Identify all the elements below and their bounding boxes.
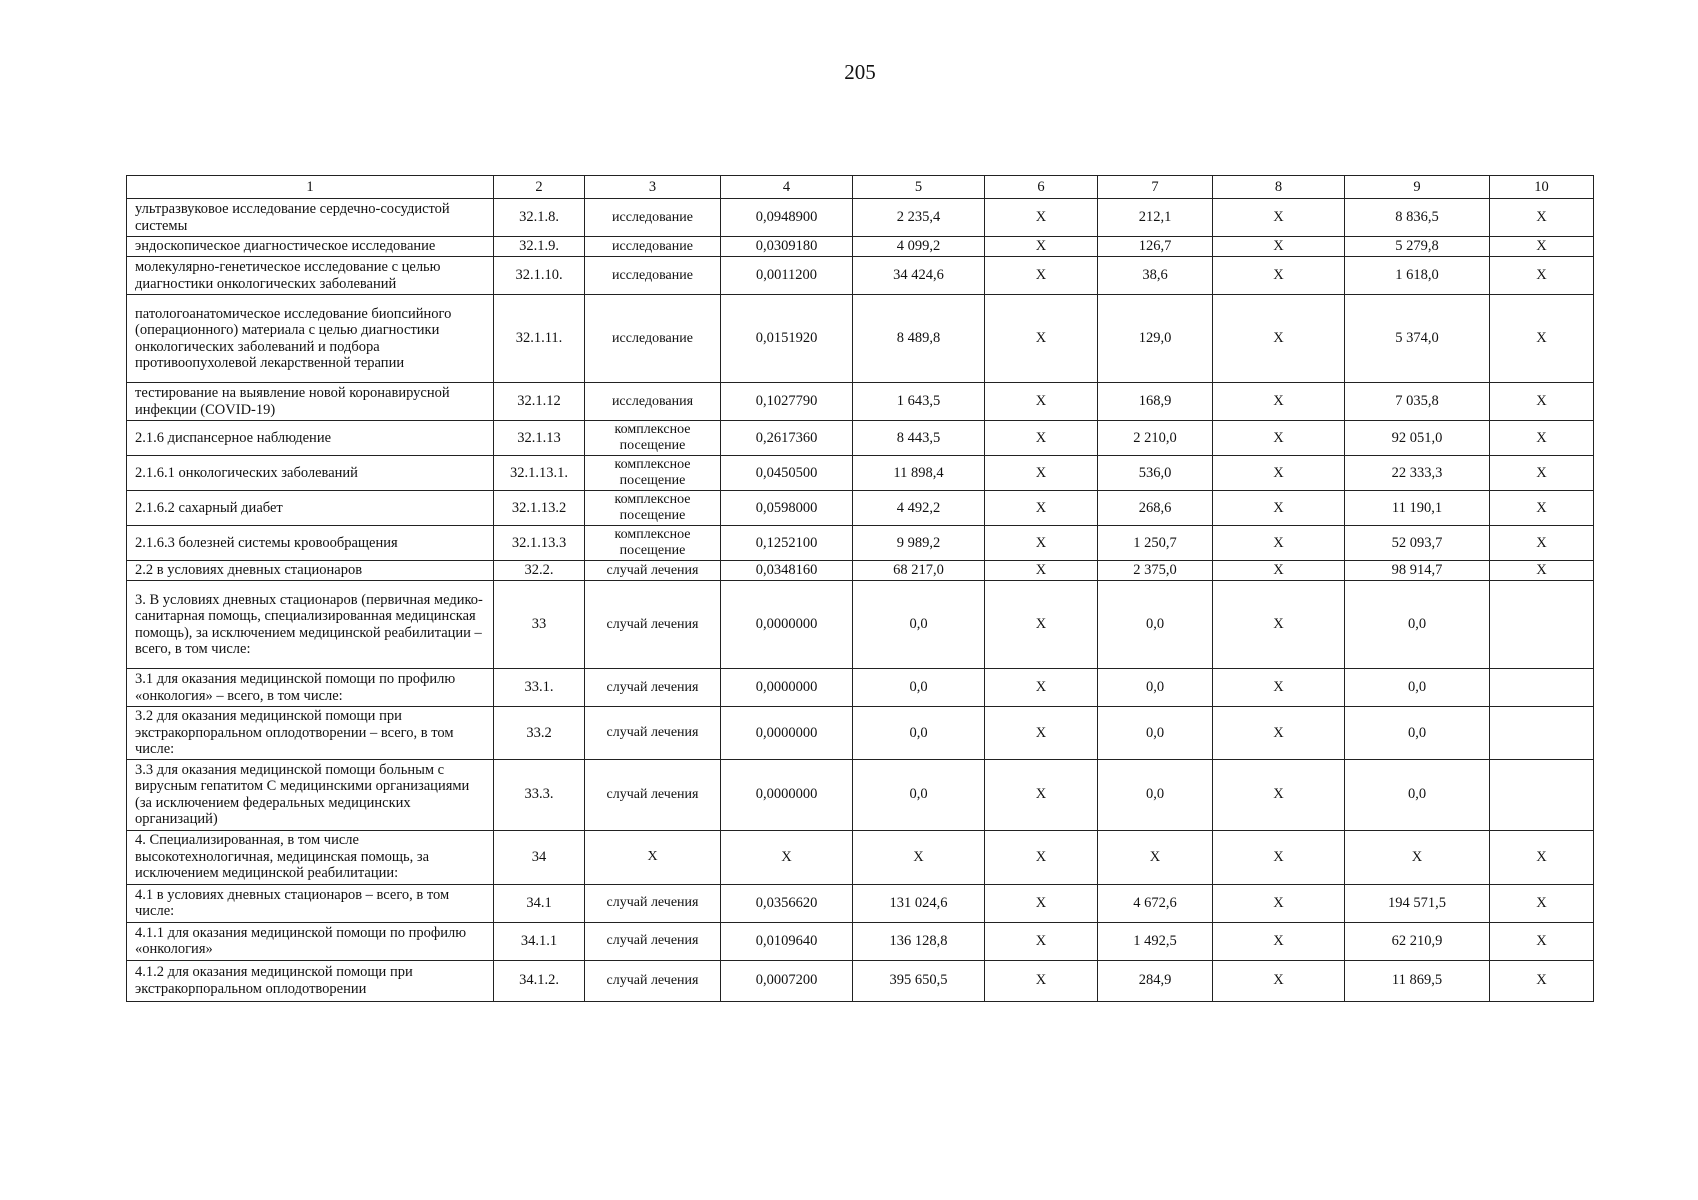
table-cell: X: [1490, 199, 1594, 237]
row-label: 3.1 для оказания медицинской помощи по профилю «онкология» – всего, в том числе:: [127, 669, 494, 707]
row-label: 2.1.6.1 онкологических заболеваний: [127, 456, 494, 491]
table-cell: 212,1: [1098, 199, 1213, 237]
table-cell: 0,0: [853, 707, 985, 760]
table-cell: 2 210,0: [1098, 421, 1213, 456]
table-cell: X: [1490, 491, 1594, 526]
table-cell: 0,0: [1345, 669, 1490, 707]
table-cell: 4 492,2: [853, 491, 985, 526]
row-label: 4.1 в условиях дневных стационаров – всего, в том числе:: [127, 884, 494, 922]
column-header: 2: [494, 176, 585, 199]
table-cell: 7 035,8: [1345, 383, 1490, 421]
table-cell: 0,1027790: [721, 383, 853, 421]
table-cell: X: [985, 581, 1098, 669]
table-cell: X: [1490, 561, 1594, 581]
column-header: 8: [1213, 176, 1345, 199]
table-cell: 32.1.10.: [494, 257, 585, 295]
table-cell: 32.1.13.2: [494, 491, 585, 526]
table-cell: X: [1213, 237, 1345, 257]
table-cell: X: [1490, 257, 1594, 295]
table-cell: X: [1213, 526, 1345, 561]
table-cell: X: [1490, 295, 1594, 383]
table-cell: комплексное посещение: [585, 526, 721, 561]
table-cell: 33.1.: [494, 669, 585, 707]
table-cell: исследование: [585, 257, 721, 295]
table-row: [127, 257, 1594, 295]
table-cell: 98 914,7: [1345, 561, 1490, 581]
table-cell: X: [985, 884, 1098, 922]
column-header: 9: [1345, 176, 1490, 199]
table-cell: 0,0151920: [721, 295, 853, 383]
table-cell: случай лечения: [585, 561, 721, 581]
data-table: [126, 175, 1594, 1002]
column-header: 3: [585, 176, 721, 199]
table-cell: 8 489,8: [853, 295, 985, 383]
table-cell: X: [1213, 707, 1345, 760]
table-cell: [1490, 669, 1594, 707]
column-header: 5: [853, 176, 985, 199]
table-cell: 5 279,8: [1345, 237, 1490, 257]
table-cell: 0,0309180: [721, 237, 853, 257]
table-cell: 0,0: [1098, 669, 1213, 707]
table-row: [127, 581, 1594, 669]
table-cell: случай лечения: [585, 922, 721, 960]
table-row: [127, 830, 1594, 884]
table-cell: случай лечения: [585, 669, 721, 707]
table-cell: X: [985, 526, 1098, 561]
table-cell: 0,0348160: [721, 561, 853, 581]
table-cell: 0,1252100: [721, 526, 853, 561]
table-cell: 4 672,6: [1098, 884, 1213, 922]
table-cell: исследование: [585, 237, 721, 257]
table-cell: 284,9: [1098, 960, 1213, 1001]
table-row: [127, 960, 1594, 1001]
table-cell: [1490, 707, 1594, 760]
table-cell: 0,0000000: [721, 669, 853, 707]
column-header: 4: [721, 176, 853, 199]
table-cell: 32.1.13: [494, 421, 585, 456]
table-row: [127, 526, 1594, 561]
table-cell: 0,0356620: [721, 884, 853, 922]
table-cell: комплексное посещение: [585, 421, 721, 456]
table-cell: X: [1213, 561, 1345, 581]
table-cell: случай лечения: [585, 581, 721, 669]
table-row: [127, 456, 1594, 491]
table-cell: исследование: [585, 199, 721, 237]
table-row: [127, 561, 1594, 581]
table-cell: 1 643,5: [853, 383, 985, 421]
table-cell: X: [1213, 421, 1345, 456]
table-cell: 11 190,1: [1345, 491, 1490, 526]
table-cell: X: [1490, 383, 1594, 421]
table-cell: 0,2617360: [721, 421, 853, 456]
table-row: [127, 922, 1594, 960]
row-label: 3.3 для оказания медицинской помощи больным с вирусным гепатитом С медицинскими организациями (за исключением федеральных медицинских организаций): [127, 759, 494, 830]
row-label: 4.1.2 для оказания медицинской помощи при экстракорпоральном оплодотворении: [127, 960, 494, 1001]
table-cell: случай лечения: [585, 884, 721, 922]
table-cell: 4 099,2: [853, 237, 985, 257]
row-label: 3. В условиях дневных стационаров (первичная медико-санитарная помощь, специализированная медицинская помощь), за исключением медицинской реабилитации – всего, в том числе:: [127, 581, 494, 669]
table-cell: 0,0948900: [721, 199, 853, 237]
table-cell: X: [985, 561, 1098, 581]
row-label: 4.1.1 для оказания медицинской помощи по профилю «онкология»: [127, 922, 494, 960]
table-cell: X: [985, 456, 1098, 491]
table-cell: 136 128,8: [853, 922, 985, 960]
table-row: [127, 199, 1594, 237]
table-cell: 0,0: [1345, 581, 1490, 669]
table-cell: X: [985, 669, 1098, 707]
row-label: эндоскопическое диагностическое исследование: [127, 237, 494, 257]
table-cell: 194 571,5: [1345, 884, 1490, 922]
table-cell: X: [1490, 526, 1594, 561]
table-cell: X: [1490, 237, 1594, 257]
table-cell: исследования: [585, 383, 721, 421]
table-cell: 5 374,0: [1345, 295, 1490, 383]
table-cell: 131 024,6: [853, 884, 985, 922]
table-cell: X: [985, 830, 1098, 884]
row-label: 2.1.6 диспансерное наблюдение: [127, 421, 494, 456]
row-label: 4. Специализированная, в том числе высокотехнологичная, медицинская помощь, за исключением медицинской реабилитации:: [127, 830, 494, 884]
table-cell: 92 051,0: [1345, 421, 1490, 456]
table-cell: X: [1213, 669, 1345, 707]
table-cell: X: [985, 491, 1098, 526]
table-cell: 9 989,2: [853, 526, 985, 561]
column-header: 1: [127, 176, 494, 199]
table-cell: X: [1490, 960, 1594, 1001]
table-row: [127, 295, 1594, 383]
table-cell: 0,0: [853, 581, 985, 669]
table-cell: 38,6: [1098, 257, 1213, 295]
table-cell: X: [1213, 257, 1345, 295]
table-cell: 68 217,0: [853, 561, 985, 581]
table-cell: X: [1213, 960, 1345, 1001]
table-cell: 34.1: [494, 884, 585, 922]
table-cell: X: [1490, 421, 1594, 456]
table-cell: [1490, 581, 1594, 669]
table-cell: X: [585, 830, 721, 884]
table-cell: X: [985, 237, 1098, 257]
table-cell: 0,0: [853, 759, 985, 830]
table-cell: случай лечения: [585, 707, 721, 760]
table-cell: 0,0007200: [721, 960, 853, 1001]
table-cell: 1 618,0: [1345, 257, 1490, 295]
header-row: [127, 176, 1594, 199]
table-cell: 0,0000000: [721, 707, 853, 760]
table-cell: 8 443,5: [853, 421, 985, 456]
table-cell: X: [985, 383, 1098, 421]
table-cell: 0,0450500: [721, 456, 853, 491]
table-row: [127, 491, 1594, 526]
table-cell: 8 836,5: [1345, 199, 1490, 237]
row-label: патологоанатомическое исследование биопсийного (операционного) материала с целью диагностики онкологических заболеваний и подбора противоопухолевой лекарственной терапии: [127, 295, 494, 383]
table-cell: X: [1213, 491, 1345, 526]
table-cell: X: [1213, 884, 1345, 922]
table-cell: X: [1213, 456, 1345, 491]
table-cell: 11 869,5: [1345, 960, 1490, 1001]
table-cell: комплексное посещение: [585, 491, 721, 526]
table-cell: 0,0: [1098, 707, 1213, 760]
table-cell: случай лечения: [585, 960, 721, 1001]
table-cell: 52 093,7: [1345, 526, 1490, 561]
table-cell: 0,0: [1098, 581, 1213, 669]
table-cell: 0,0598000: [721, 491, 853, 526]
table-cell: 33.2: [494, 707, 585, 760]
column-header: 10: [1490, 176, 1594, 199]
table-cell: 32.1.13.3: [494, 526, 585, 561]
table-cell: X: [985, 922, 1098, 960]
table-cell: X: [1213, 199, 1345, 237]
table-cell: X: [1345, 830, 1490, 884]
table-cell: X: [1213, 383, 1345, 421]
table-cell: X: [1490, 456, 1594, 491]
row-label: тестирование на выявление новой коронавирусной инфекции (COVID-19): [127, 383, 494, 421]
table-cell: 168,9: [1098, 383, 1213, 421]
table-cell: X: [1213, 830, 1345, 884]
table-cell: 0,0: [1345, 707, 1490, 760]
row-label: 2.1.6.3 болезней системы кровообращения: [127, 526, 494, 561]
table-cell: X: [1213, 759, 1345, 830]
table-row: [127, 383, 1594, 421]
table-cell: X: [1213, 922, 1345, 960]
table-cell: 32.1.13.1.: [494, 456, 585, 491]
table-row: [127, 707, 1594, 760]
table-cell: 0,0: [1345, 759, 1490, 830]
table-row: [127, 759, 1594, 830]
table-cell: X: [1490, 922, 1594, 960]
table-cell: 22 333,3: [1345, 456, 1490, 491]
table-cell: 536,0: [1098, 456, 1213, 491]
table-cell: 33: [494, 581, 585, 669]
table-cell: комплексное посещение: [585, 456, 721, 491]
table-cell: X: [985, 257, 1098, 295]
table-cell: 11 898,4: [853, 456, 985, 491]
table-cell: 32.2.: [494, 561, 585, 581]
page-number: 205: [844, 60, 876, 84]
table-cell: 0,0011200: [721, 257, 853, 295]
table-cell: 1 492,5: [1098, 922, 1213, 960]
table-cell: X: [1490, 830, 1594, 884]
table-cell: 34.1.1: [494, 922, 585, 960]
table-cell: 34: [494, 830, 585, 884]
table-cell: 34.1.2.: [494, 960, 585, 1001]
table-cell: исследование: [585, 295, 721, 383]
table-cell: 126,7: [1098, 237, 1213, 257]
table-cell: 0,0: [1098, 759, 1213, 830]
table-row: [127, 884, 1594, 922]
table-cell: 2 375,0: [1098, 561, 1213, 581]
table-cell: 34 424,6: [853, 257, 985, 295]
table-cell: 0,0000000: [721, 581, 853, 669]
table-cell: X: [985, 421, 1098, 456]
table-cell: X: [985, 707, 1098, 760]
table-cell: 32.1.11.: [494, 295, 585, 383]
table-cell: [1490, 759, 1594, 830]
table-cell: X: [985, 960, 1098, 1001]
column-header: 7: [1098, 176, 1213, 199]
table-cell: X: [985, 295, 1098, 383]
table-body: [127, 199, 1594, 1002]
table-row: [127, 669, 1594, 707]
table-row: [127, 237, 1594, 257]
table-cell: случай лечения: [585, 759, 721, 830]
table-cell: 1 250,7: [1098, 526, 1213, 561]
table-cell: X: [721, 830, 853, 884]
row-label: молекулярно-генетическое исследование с целью диагностики онкологических заболеваний: [127, 257, 494, 295]
table-cell: X: [985, 199, 1098, 237]
table-cell: 395 650,5: [853, 960, 985, 1001]
table-cell: 0,0109640: [721, 922, 853, 960]
table-cell: 0,0000000: [721, 759, 853, 830]
table-cell: 0,0: [853, 669, 985, 707]
table-cell: X: [985, 759, 1098, 830]
table-cell: 32.1.12: [494, 383, 585, 421]
table-cell: 32.1.8.: [494, 199, 585, 237]
table-cell: X: [1098, 830, 1213, 884]
table-cell: 2 235,4: [853, 199, 985, 237]
table-cell: X: [853, 830, 985, 884]
table-cell: X: [1213, 295, 1345, 383]
row-label: 3.2 для оказания медицинской помощи при экстракорпоральном оплодотворении – всего, в том числе:: [127, 707, 494, 760]
table-cell: X: [1490, 884, 1594, 922]
table-cell: 129,0: [1098, 295, 1213, 383]
row-label: 2.1.6.2 сахарный диабет: [127, 491, 494, 526]
table-cell: 33.3.: [494, 759, 585, 830]
row-label: 2.2 в условиях дневных стационаров: [127, 561, 494, 581]
row-label: ультразвуковое исследование сердечно-сосудистой системы: [127, 199, 494, 237]
table-row: [127, 421, 1594, 456]
table-cell: 268,6: [1098, 491, 1213, 526]
table-cell: 32.1.9.: [494, 237, 585, 257]
column-header: 6: [985, 176, 1098, 199]
table-cell: 62 210,9: [1345, 922, 1490, 960]
table-cell: X: [1213, 581, 1345, 669]
